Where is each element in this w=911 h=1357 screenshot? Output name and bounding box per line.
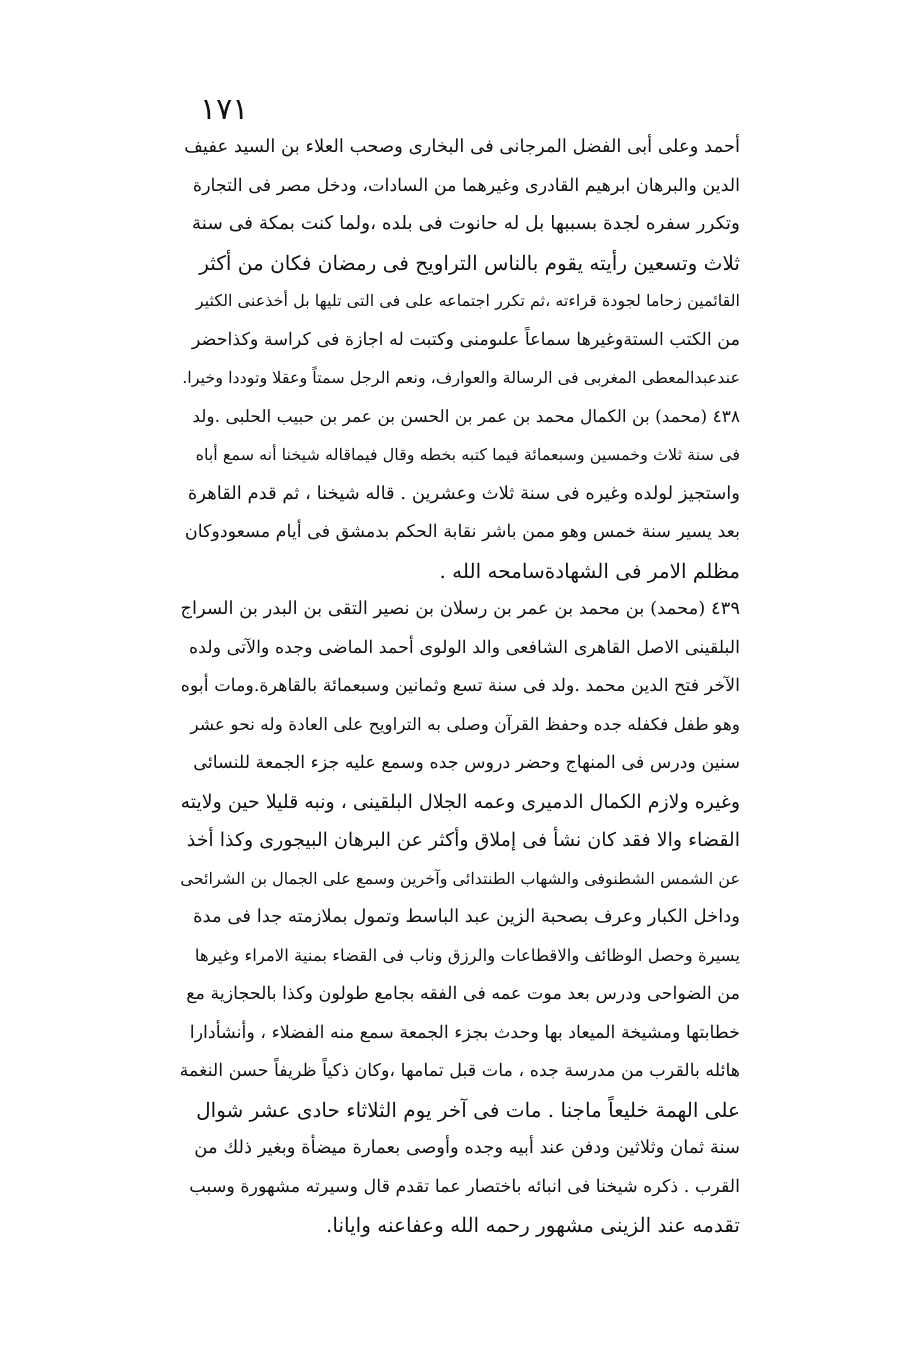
text-line: أحمد وعلى أبى الفضل المرجانى فى البخارى وصحب العلاء بن السيد عفيف (184, 136, 740, 157)
paragraph-continuation (180, 128, 740, 398)
text-line: ٤٣٩ (محمد) بن محمد بن عمر بن رسلان بن نصير التقى بن البدر بن السراج (180, 598, 740, 619)
text-line: سنين ودرس فى المنهاج وحضر دروس جده وسمع عليه جزء الجمعة للنسائى (193, 753, 740, 773)
text-line: عندعبدالمعطى المغربى فى الرسالة والعوارف، ونعم الرجل سمتاً وعقلا وتوددا وخيرا. (182, 368, 740, 387)
text-line: عن الشمس الشطنوفى والشهاب الطنتدائى وآخرين وسمع على الجمال بن الشرائحى (180, 868, 740, 888)
text-line: وداخل الكبار وعرف بصحبة الزين عبد الباسط وتمول بملازمته جدا فى مدة (193, 906, 740, 927)
text-line: يسيرة وحصل الوظائف والاقطاعات والرزق وناب فى القضاء بمنية الامراء وغيرها (194, 945, 740, 965)
text-line: القائمين زحاما لجودة قراءته ،ثم تكرر اجتماعه على فى التى تليها بل أخذعنى الكثير (195, 291, 740, 310)
text-line: ثلاث وتسعين رأيته يقوم بالناس التراويح فى رمضان فكان من أكثر (199, 250, 740, 275)
text-line: من الضواحى ودرس بعد موت عمه فى الفقه بجامع طولون وكذا بالحجازية مع (186, 984, 740, 1004)
text-line: وغيره ولازم الكمال الدميرى وعمه الجلال البلقينى ، ونبه قليلا حين ولايته (180, 790, 740, 813)
text-line: ٤٣٨ (محمد) بن الكمال محمد بن عمر بن الحسن بن عمر بن حبيب الحلبى .ولد (192, 406, 740, 427)
text-line: فى سنة ثلاث وخمسين وسبعمائة فيما كتبه بخطه وقال فيماقاله شيخنا أنه سمع أباه (195, 445, 740, 464)
text-line: الدين والبرهان ابرهيم القادرى وغيرهما من السادات، ودخل مصر فى التجارة (192, 175, 740, 196)
page-body (180, 128, 740, 1245)
text-line: خطابتها ومشيخة الميعاد بها وحدث بجزء الجمعة سمع منه الفضلاء ، وأنشأدارا (189, 1022, 740, 1043)
text-line: سنة ثمان وثلاثين ودفن عند أبيه وجده وأوصى بعمارة ميضأة وبغير ذلك من (194, 1137, 740, 1158)
text-line: الآخر فتح الدين محمد .ولد فى سنة تسع وثمانين وسبعمائة بالقاهرة.ومات أبوه (180, 676, 740, 696)
entry-438 (180, 398, 740, 591)
text-line: تقدمه عند الزينى مشهور رحمه الله وعفاعنه وايانا. (326, 1213, 740, 1237)
text-line: هائله بالقرب من مدرسة جده ، مات قبل تمامها ،وكان ذكياً ظريفاً حسن النغمة (179, 1061, 740, 1081)
text-line: وهو طفل فكفله جده وحفظ القرآن وصلى به التراويح على العادة وله نحو عشر (190, 714, 740, 735)
text-line: البلقينى الاصل القاهرى الشافعى والد الولوى أحمد الماضى وجده والآتى ولده (188, 637, 740, 658)
text-line: القضاء والا فقد كان نشأ فى إملاق وأكثر عن البرهان البيجورى وكذا أخذ (186, 829, 740, 851)
text-line: القرب . ذكره شيخنا فى انبائه باختصار عما تقدم قال وسيرته مشهورة وسبب (189, 1176, 740, 1197)
text-line: مظلم الامر فى الشهادةسامحه الله . (439, 558, 740, 583)
page-number: ١٧١ (200, 92, 249, 127)
text-line: على الهمة خليعاً ماجنا . مات فى آخر يوم الثلاثاء حادى عشر شوال (196, 1097, 740, 1122)
text-line: بعد يسير سنة خمس وهو ممن باشر نقابة الحكم بدمشق فى أيام مسعودوكان (184, 522, 740, 542)
entry-439 (180, 590, 740, 1245)
text-line: واستجيز لولده وغيره فى سنة ثلاث وعشرين . قاله شيخنا ، ثم قدم القاهرة (187, 482, 740, 504)
text-line: من الكتب الستةوغيرها سماعاً علىومنى وكتبت له اجازة فى كراسة وكذاحضر (191, 329, 740, 350)
text-line: وتكرر سفره لجدة بسببها بل له حانوت فى بلده ،ولما كنت بمكة فى سنة (191, 213, 740, 234)
